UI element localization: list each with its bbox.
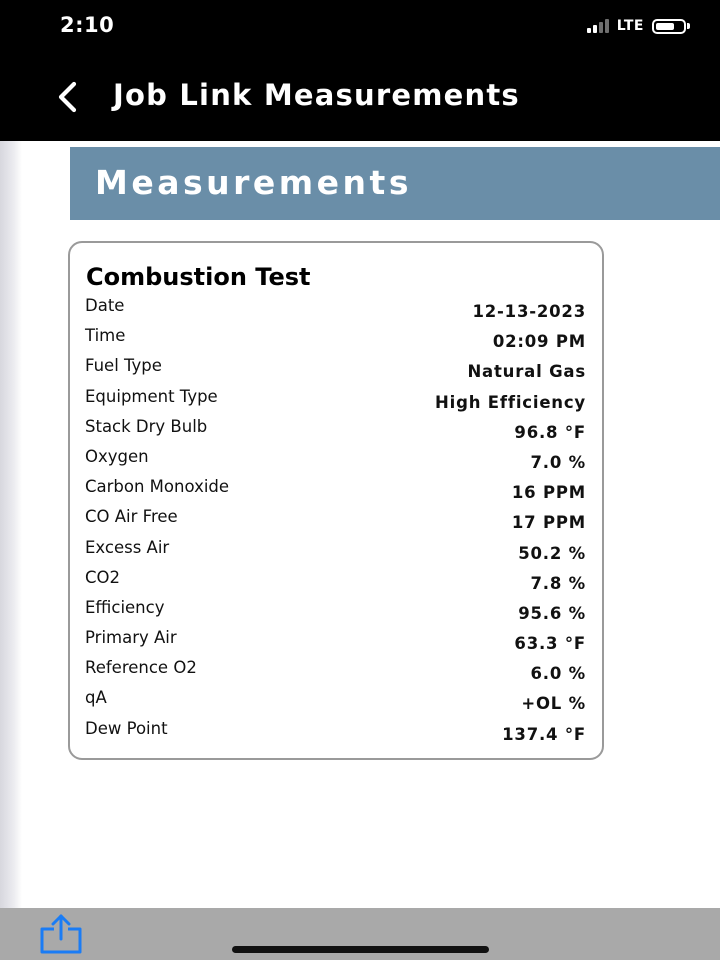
row-value: 12-13-2023: [472, 302, 586, 321]
row-label: Efficiency: [85, 597, 165, 617]
row-value: 63.3 °F: [514, 634, 586, 654]
row-value: Natural Gas: [467, 362, 586, 382]
row-value: 95.6 %: [518, 603, 586, 623]
page-title: Job Link Measurements: [113, 78, 520, 112]
measurement-list: [70, 296, 602, 749]
row-label: CO Air Free: [85, 507, 178, 527]
battery-tip: [687, 23, 690, 29]
row-label: Primary Air: [85, 628, 177, 648]
measurement-row: [70, 326, 602, 356]
row-label: Dew Point: [85, 718, 168, 738]
row-value: 16 PPM: [511, 483, 586, 503]
row-label: Oxygen: [85, 446, 149, 466]
cellular-signal-icon: [587, 19, 609, 33]
banner-title: Measurements: [95, 163, 412, 202]
row-value: 96.8 °F: [514, 422, 586, 442]
measurement-row: [70, 356, 602, 386]
row-label: Stack Dry Bulb: [85, 416, 208, 436]
measurements-banner: [70, 147, 720, 220]
row-value: 6.0 %: [530, 664, 586, 684]
row-value: High Efficiency: [435, 392, 586, 412]
measurement-row: [70, 477, 602, 507]
row-value: 17 PPM: [511, 513, 586, 533]
measurement-row: [70, 387, 602, 417]
row-label: Fuel Type: [85, 356, 162, 376]
measurement-row: [70, 296, 602, 326]
measurement-row: [70, 507, 602, 537]
scroll-edge: [0, 141, 22, 908]
row-value: 137.4 °F: [502, 724, 586, 744]
share-icon: [36, 914, 86, 954]
combustion-test-card: [68, 241, 604, 760]
row-label: Time: [85, 326, 126, 346]
network-type: LTE: [616, 18, 644, 34]
row-value: 7.0 %: [530, 452, 586, 472]
row-label: Date: [85, 296, 125, 315]
share-button[interactable]: [36, 914, 86, 954]
measurement-row: [70, 688, 602, 718]
row-value: 50.2 %: [518, 543, 586, 563]
measurement-row: [70, 417, 602, 447]
row-value: 7.8 %: [530, 573, 586, 593]
bottom-toolbar: [0, 908, 720, 960]
battery-icon: [652, 19, 686, 34]
measurement-row: [70, 447, 602, 477]
measurement-row: [70, 598, 602, 628]
row-label: Equipment Type: [85, 386, 218, 406]
card-title: Combustion Test: [86, 263, 311, 291]
status-time: 2:10: [60, 13, 115, 37]
row-label: Excess Air: [85, 537, 170, 557]
row-label: Carbon Monoxide: [85, 477, 230, 497]
row-label: Reference O2: [85, 658, 197, 678]
measurement-row: [70, 628, 602, 658]
measurement-row: [70, 719, 602, 749]
top-bar: [0, 0, 720, 141]
row-label: CO2: [85, 567, 121, 587]
back-button[interactable]: [52, 80, 86, 114]
row-value: +OL %: [521, 694, 586, 714]
row-value: 02:09 PM: [492, 332, 586, 352]
measurement-row: [70, 658, 602, 688]
chevron-left-icon: [52, 80, 86, 114]
row-label: qA: [85, 688, 107, 708]
status-indicators: [587, 16, 690, 36]
measurement-row: [70, 568, 602, 598]
home-indicator[interactable]: [232, 946, 489, 953]
measurement-row: [70, 538, 602, 568]
